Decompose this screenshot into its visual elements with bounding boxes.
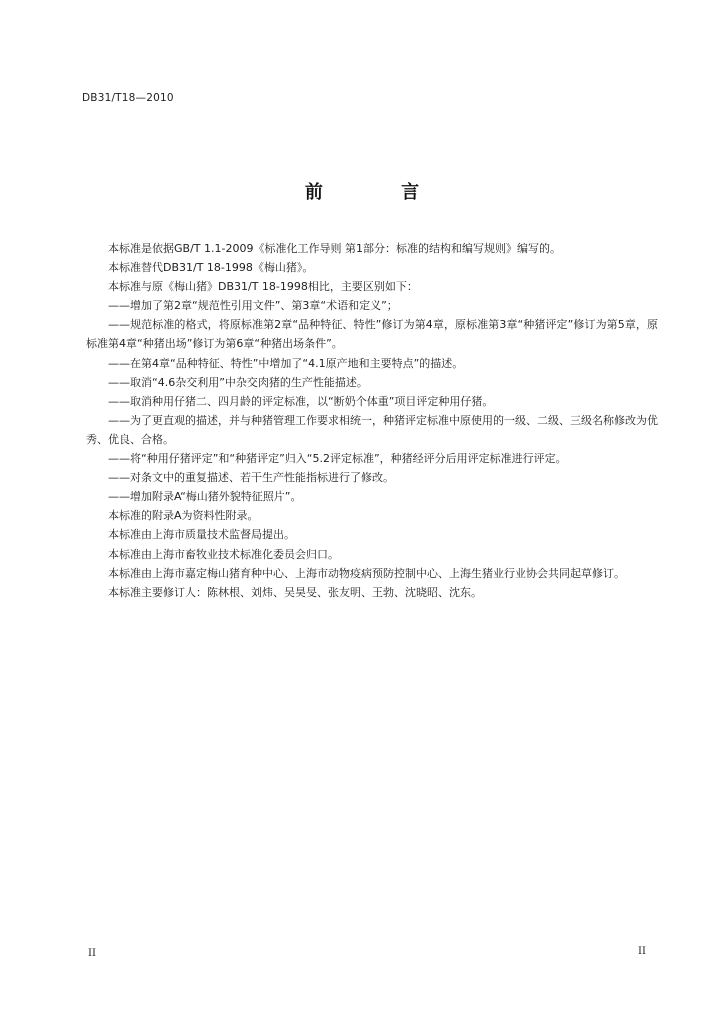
- standard-code: DB31/T18—2010: [82, 92, 174, 104]
- paragraph: ——增加了第2章“规范性引用文件”、第3章“术语和定义”；: [108, 299, 398, 313]
- paragraph: ——在第4章“品种特征、特性”中增加了“4.1原产地和主要特点”的描述。: [108, 356, 464, 370]
- page-title: 前 言: [304, 182, 456, 203]
- paragraph: ——将“种用仔猪评定”和“种猪评定”归入“5.2评定标准”，种猪经评分后用评定标准进行评定。: [108, 452, 567, 466]
- paragraph: 本标准由上海市质量技术监督局提出。: [108, 528, 295, 542]
- paragraph: 本标准由上海市畜牧业技术标准化委员会归口。: [108, 547, 339, 561]
- paragraph: ——增加附录A“梅山猪外貌特征照片”。: [108, 490, 302, 504]
- paragraph: ——规范标准的格式，将原标准第2章“品种特征、特性”修订为第4章，原标准第3章“种猪评定”修订为第5章，原标准第4章“种猪出场”修订为第6章“种猪出场条件”。: [86, 318, 658, 351]
- paragraph: 本标准与原《梅山猪》DB31/T 18-1998相比，主要区别如下：: [108, 280, 418, 294]
- paragraph: ——取消种用仔猪二、四月龄的评定标准，以“断奶个体重”项目评定种用仔猪。: [108, 394, 494, 408]
- paragraph: 本标准替代DB31/T 18-1998《梅山猪》。: [108, 261, 314, 275]
- paragraph: 本标准由上海市嘉定梅山猪育种中心、上海市动物疫病预防控制中心、上海生猪业行业协会共同起草修订。: [108, 566, 625, 580]
- paragraph: 本标准是依据GB/T 1.1-2009《标准化工作导则 第1部分：标准的结构和编写规则》编写的。: [108, 242, 561, 255]
- paragraph: ——为了更直观的描述，并与种猪管理工作要求相统一，种猪评定标准中原使用的一级、二级、三级名称修改为优秀、优良、合格。: [86, 413, 658, 446]
- paragraph: 本标准主要修订人：陈林根、刘炜、吴昊旻、张友明、王勃、沈晓昭、沈东。: [108, 585, 482, 599]
- page-number-right: II: [638, 946, 646, 957]
- paragraph: 本标准的附录A为资料性附录。: [108, 509, 259, 523]
- foreword-body: [86, 239, 658, 602]
- paragraph: ——对条文中的重复描述、若干生产性能指标进行了修改。: [108, 471, 394, 485]
- paragraph: ——取消“4.6杂交利用”中杂交肉猪的生产性能描述。: [108, 375, 368, 389]
- page-number-left: II: [88, 948, 96, 959]
